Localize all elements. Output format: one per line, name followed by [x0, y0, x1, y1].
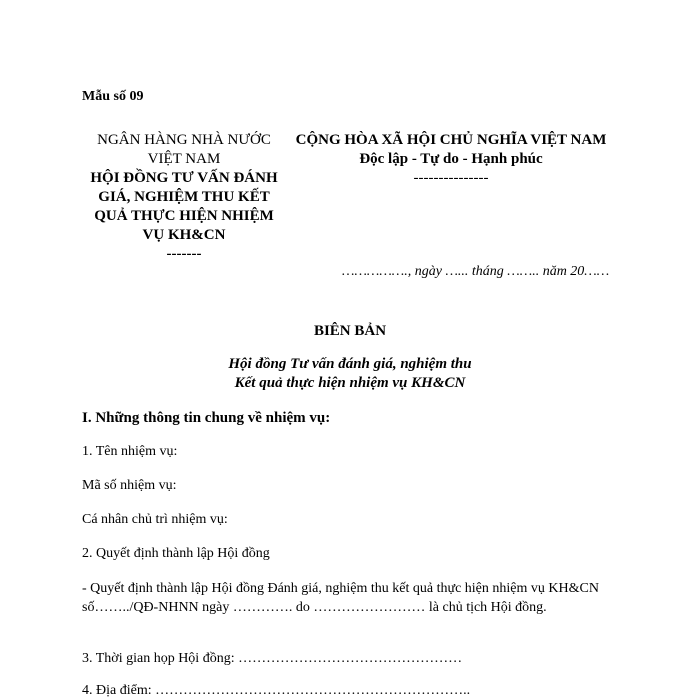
date-line: ……………., ngày …... tháng …….. năm 20…… [342, 264, 610, 279]
meeting-time-field: 3. Thời gian họp Hội đồng: ………………………………………… [82, 651, 463, 666]
right-header [288, 131, 614, 188]
task-name-field: 1. Tên nhiệm vụ: [82, 444, 178, 459]
republic-name: CỘNG HÒA XÃ HỘI CHỦ NGHĨA VIỆT NAM [295, 132, 607, 148]
subtitle-line-2: Kết quả thực hiện nhiệm vụ KH&CN [234, 375, 466, 391]
section-1-heading: I. Những thông tin chung về nhiệm vụ: [82, 410, 331, 426]
decision-heading: 2. Quyết định thành lập Hội đồng [82, 546, 270, 561]
left-header [86, 131, 282, 264]
subtitle-line-1: Hội đồng Tư vấn đánh giá, nghiệm thu [228, 356, 472, 372]
document-title: BIÊN BẢN [313, 323, 387, 339]
council-name: HỘI ĐỒNG TƯ VẤN ĐÁNH GIÁ, NGHIỆM THU KẾT QUẢ THỰC HIỆN NHIỆM VỤ KH&CN [90, 170, 278, 243]
decision-detail: - Quyết định thành lập Hội đồng Đánh giá, nghiệm thu kết quả thực hiện nhiệm vụ KH&CN số……../QĐ-NHNN ngày …………. do …………………… là chủ tịch Hội đồng. [82, 581, 599, 615]
right-header-rule: --------------- [413, 170, 489, 186]
issuing-organization: NGÂN HÀNG NHÀ NƯỚC VIỆT NAM [97, 132, 271, 167]
form-number: Mẫu số 09 [82, 89, 144, 104]
location-field: 4. Địa điểm: ………………………………………………………….. [82, 683, 471, 698]
left-header-rule: ------- [166, 246, 202, 262]
document-subtitle [0, 355, 700, 393]
task-code-field: Mã số nhiệm vụ: [82, 478, 177, 493]
national-motto: Độc lập - Tự do - Hạnh phúc [359, 151, 543, 167]
task-lead-field: Cá nhân chủ trì nhiệm vụ: [82, 512, 228, 527]
